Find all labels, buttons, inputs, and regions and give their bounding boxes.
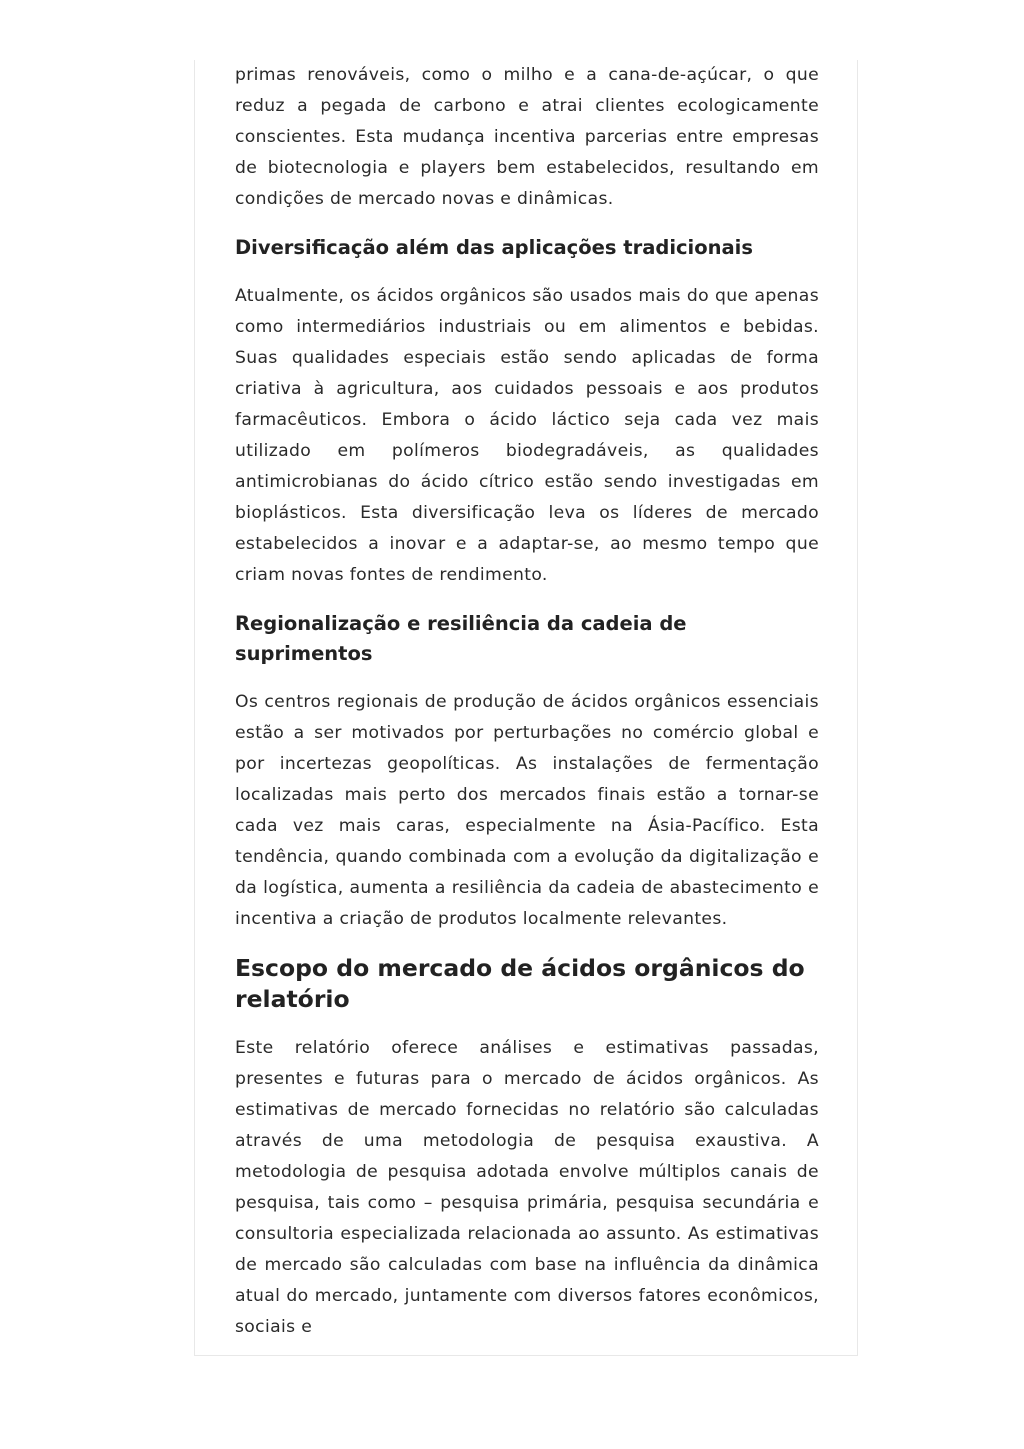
intro-paragraph: primas renováveis, como o milho e a cana-de-açúcar, o que reduz a pegada de carbono e atrai clientes ecologicamente conscientes. Esta mudança incentiva parcerias entre empresas de biotecnologia e players bem estabelecidos, resultando em condições de mercado novas e dinâmicas. [235, 64, 819, 209]
article-card [194, 60, 858, 1356]
section-paragraph-diversification: Atualmente, os ácidos orgânicos são usados mais do que apenas como intermediários industriais ou em alimentos e bebidas. Suas qualidades especiais estão sendo aplicadas de forma criativa à agricultura, aos cuidados pessoais e aos produtos farmacêuticos. Embora o ácido láctico seja cada vez mais utilizado em polímeros biodegradáveis, as qualidades antimicrobianas do ácido cítrico estão sendo investigadas em bioplásticos. Esta diversificação leva os líderes de mercado estabelecidos a inovar e a adaptar-se, ao mesmo tempo que criam novas fontes de rendimento. [235, 285, 819, 585]
article-body [235, 60, 819, 1356]
scope-heading: Escopo do mercado de ácidos orgânicos do relatório [235, 953, 805, 1013]
section-heading-regionalization: Regionalização e resiliência da cadeia de suprimentos [235, 611, 687, 665]
section-heading-diversification: Diversificação além das aplicações tradicionais [235, 235, 753, 259]
section-paragraph-regionalization: Os centros regionais de produção de ácidos orgânicos essenciais estão a ser motivados por perturbações no comércio global e por incertezas geopolíticas. As instalações de fermentação localizadas mais perto dos mercados finais estão a tornar-se cada vez mais caras, especialmente na Ásia-Pacífico. Esta tendência, quando combinada com a evolução da digitalização e da logística, aumenta a resiliência da cadeia de abastecimento e incentiva a criação de produtos localmente relevantes. [235, 691, 819, 929]
scope-paragraph: Este relatório oferece análises e estimativas passadas, presentes e futuras para o mercado de ácidos orgânicos. As estimativas de mercado fornecidas no relatório são calculadas através de uma metodologia de pesquisa exaustiva. A metodologia de pesquisa adotada envolve múltiplos canais de pesquisa, tais como – pesquisa primária, pesquisa secundária e consultoria especializada relacionada ao assunto. As estimativas de mercado são calculadas com base na influência da dinâmica atual do mercado, juntamente com diversos fatores econômicos, sociais e [235, 1037, 819, 1337]
